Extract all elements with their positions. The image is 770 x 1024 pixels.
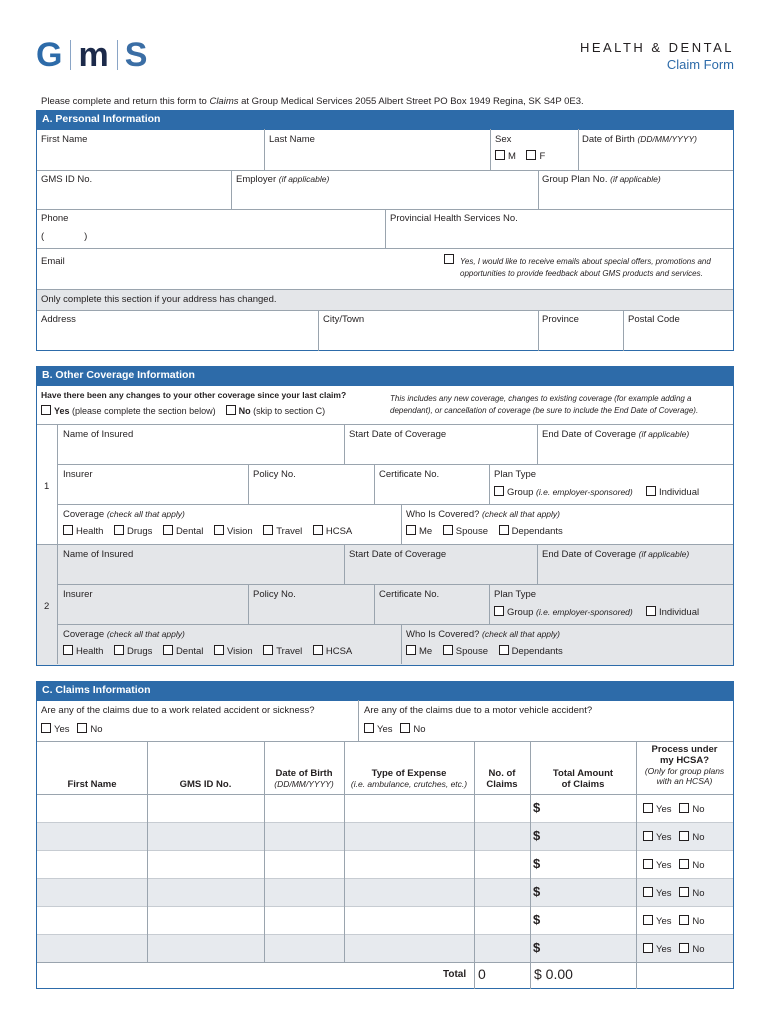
coverage-vision-checkbox[interactable]: [214, 645, 224, 655]
gms-id-label: GMS ID No.: [41, 174, 93, 185]
dob-label: Date of Birth (DD/MM/YYYY): [582, 134, 697, 145]
motor-no-checkbox[interactable]: [400, 723, 410, 733]
col-expense-type: Type of Expense (i.e. ambulance, crutches, etc.): [350, 768, 468, 789]
hcsa-no-checkbox[interactable]: [679, 831, 689, 841]
sex-options: M F: [495, 150, 545, 162]
end-date-label: End Date of Coverage (if applicable): [542, 549, 690, 560]
coverage-answer: Yes (please complete the section below) No (skip to section C): [41, 405, 325, 416]
province-label: Province: [542, 314, 579, 325]
coverage-hcsa-checkbox[interactable]: [313, 645, 323, 655]
coverage-block-number: 2: [44, 601, 50, 612]
motor-accident-options: Yes No: [364, 723, 426, 735]
work-accident-question: Are any of the claims due to a work related accident or sickness?: [41, 705, 315, 716]
coverage-options: Health Drugs Dental Vision Travel HCSA: [63, 525, 363, 537]
plan-group-checkbox[interactable]: [494, 606, 504, 616]
who-spouse-checkbox[interactable]: [443, 645, 453, 655]
total-claims-count[interactable]: 0: [478, 966, 486, 982]
hcsa-no-checkbox[interactable]: [679, 803, 689, 813]
coverage-drugs-checkbox[interactable]: [114, 645, 124, 655]
address-label: Address: [41, 314, 76, 325]
coverage-dental-checkbox[interactable]: [163, 525, 173, 535]
sex-m-checkbox[interactable]: [495, 150, 505, 160]
claim-hcsa-options: Yes No: [643, 859, 705, 871]
claim-dollar-sign: $: [533, 912, 541, 927]
who-covered-options: Me Spouse Dependants: [406, 645, 573, 657]
name-insured-label: Name of Insured: [63, 429, 134, 440]
coverage-yes-checkbox[interactable]: [41, 405, 51, 415]
hcsa-yes-checkbox[interactable]: [643, 859, 653, 869]
plan-individual-checkbox[interactable]: [646, 486, 656, 496]
section-b-header: B. Other Coverage Information: [36, 366, 734, 385]
phone-area-code[interactable]: ( ): [41, 231, 88, 242]
who-covered-options: Me Spouse Dependants: [406, 525, 573, 537]
form-subtitle: Claim Form: [666, 57, 734, 72]
claim-dollar-sign: $: [533, 940, 541, 955]
claim-dollar-sign: $: [533, 884, 541, 899]
end-date-label: End Date of Coverage (if applicable): [542, 429, 690, 440]
claim-hcsa-options: Yes No: [643, 803, 705, 815]
insurer-label: Insurer: [63, 589, 93, 600]
claim-dollar-sign: $: [533, 828, 541, 843]
email-label: Email: [41, 256, 65, 267]
plan-type-label: Plan Type: [494, 469, 537, 480]
coverage-drugs-checkbox[interactable]: [114, 525, 124, 535]
plan-group-checkbox[interactable]: [494, 486, 504, 496]
coverage-block-number: 1: [44, 481, 50, 492]
coverage-question: Have there been any changes to your other coverage since your last claim?: [41, 390, 347, 400]
address-note: Only complete this section if your address has changed.: [41, 294, 277, 305]
coverage-dental-checkbox[interactable]: [163, 645, 173, 655]
coverage-travel-checkbox[interactable]: [263, 645, 273, 655]
form-title: HEALTH & DENTAL: [579, 40, 734, 55]
email-optin-line2: opportunities to provide feedback about GMS products and services.: [460, 269, 703, 278]
who-dependants-checkbox[interactable]: [499, 525, 509, 535]
postal-code-label: Postal Code: [628, 314, 680, 325]
sex-label: Sex: [495, 134, 512, 145]
coverage-options: Health Drugs Dental Vision Travel HCSA: [63, 645, 363, 657]
email-optin-line1: Yes, I would like to receive emails about special offers, promotions and: [460, 257, 711, 266]
who-me-checkbox[interactable]: [406, 645, 416, 655]
col-total-amount: Total Amount of Claims: [552, 768, 614, 790]
hcsa-no-checkbox[interactable]: [679, 943, 689, 953]
claim-row-stripe: [37, 823, 733, 851]
hcsa-no-checkbox[interactable]: [679, 887, 689, 897]
provincial-health-label: Provincial Health Services No.: [390, 213, 518, 224]
hcsa-yes-checkbox[interactable]: [643, 915, 653, 925]
hcsa-yes-checkbox[interactable]: [643, 831, 653, 841]
total-label: Total: [443, 969, 467, 980]
city-label: City/Town: [323, 314, 365, 325]
section-c-header: C. Claims Information: [36, 681, 734, 700]
claim-row-stripe: [37, 935, 733, 963]
name-insured-label: Name of Insured: [63, 549, 134, 560]
claim-hcsa-options: Yes No: [643, 831, 705, 843]
email-optin-checkbox[interactable]: [444, 254, 457, 266]
claim-hcsa-options: Yes No: [643, 887, 705, 899]
claim-dollar-sign: $: [533, 856, 541, 871]
plan-type-options: Group (i.e. employer-sponsored) Individual: [494, 606, 699, 618]
col-hcsa: Process under my HCSA? (Only for group plans with an HCSA): [644, 744, 725, 786]
who-covered-label: Who Is Covered? (check all that apply): [406, 509, 560, 520]
certificate-label: Certificate No.: [379, 469, 440, 480]
start-date-label: Start Date of Coverage: [349, 549, 447, 560]
hcsa-yes-checkbox[interactable]: [643, 943, 653, 953]
coverage-vision-checkbox[interactable]: [214, 525, 224, 535]
who-dependants-checkbox[interactable]: [499, 645, 509, 655]
logo-letter-g: G: [36, 36, 64, 74]
claim-hcsa-options: Yes No: [643, 915, 705, 927]
col-gms-id: GMS ID No.: [179, 779, 232, 790]
coverage-info-line2: dependant), or cancellation of coverage (be sure to include the End Date of Coverage).: [390, 406, 699, 415]
policy-label: Policy No.: [253, 589, 296, 600]
insurer-label: Insurer: [63, 469, 93, 480]
sex-f-checkbox[interactable]: [526, 150, 536, 160]
who-me-checkbox[interactable]: [406, 525, 416, 535]
plan-type-options: Group (i.e. employer-sponsored) Individual: [494, 486, 699, 498]
gms-logo: [36, 36, 148, 75]
hcsa-yes-checkbox[interactable]: [643, 803, 653, 813]
work-no-checkbox[interactable]: [77, 723, 87, 733]
motor-accident-question: Are any of the claims due to a motor vehicle accident?: [364, 705, 593, 716]
coverage-travel-checkbox[interactable]: [263, 525, 273, 535]
coverage-no-checkbox[interactable]: [226, 405, 236, 415]
phone-label: Phone: [41, 213, 69, 224]
employer-label: Employer (if applicable): [236, 174, 330, 185]
certificate-label: Certificate No.: [379, 589, 440, 600]
hcsa-no-checkbox[interactable]: [679, 915, 689, 925]
coverage-info-line1: This includes any new coverage, changes to existing coverage (for example adding a: [390, 394, 692, 403]
section-a-header: A. Personal Information: [36, 110, 734, 129]
group-plan-label: Group Plan No. (if applicable): [542, 174, 661, 185]
hcsa-yes-checkbox[interactable]: [643, 887, 653, 897]
who-covered-label: Who Is Covered? (check all that apply): [406, 629, 560, 640]
coverage-label: Coverage (check all that apply): [63, 629, 185, 640]
coverage-hcsa-checkbox[interactable]: [313, 525, 323, 535]
col-dob: Date of Birth (DD/MM/YYYY): [274, 768, 334, 789]
claim-row-stripe: [37, 879, 733, 907]
logo-letter-s: S: [124, 36, 149, 74]
coverage-label: Coverage (check all that apply): [63, 509, 185, 520]
who-spouse-checkbox[interactable]: [443, 525, 453, 535]
claim-dollar-sign: $: [533, 800, 541, 815]
work-accident-options: Yes No: [41, 723, 103, 735]
col-num-claims: No. of Claims: [486, 768, 518, 790]
first-name-label: First Name: [41, 134, 88, 145]
work-yes-checkbox[interactable]: [41, 723, 51, 733]
policy-label: Policy No.: [253, 469, 296, 480]
last-name-label: Last Name: [269, 134, 315, 145]
claim-hcsa-options: Yes No: [643, 943, 705, 955]
start-date-label: Start Date of Coverage: [349, 429, 447, 440]
plan-individual-checkbox[interactable]: [646, 606, 656, 616]
hcsa-no-checkbox[interactable]: [679, 859, 689, 869]
total-amount-value[interactable]: $ 0.00: [534, 966, 573, 982]
logo-letter-m: m: [78, 36, 110, 74]
motor-yes-checkbox[interactable]: [364, 723, 374, 733]
intro-text: Please complete and return this form to Claims at Group Medical Services 2055 Albert Street PO Box 1949 Regina, SK S4P 0E3.: [41, 96, 584, 107]
plan-type-label: Plan Type: [494, 589, 537, 600]
coverage-health-checkbox[interactable]: [63, 645, 73, 655]
coverage-health-checkbox[interactable]: [63, 525, 73, 535]
col-first-name: First Name: [67, 779, 117, 790]
